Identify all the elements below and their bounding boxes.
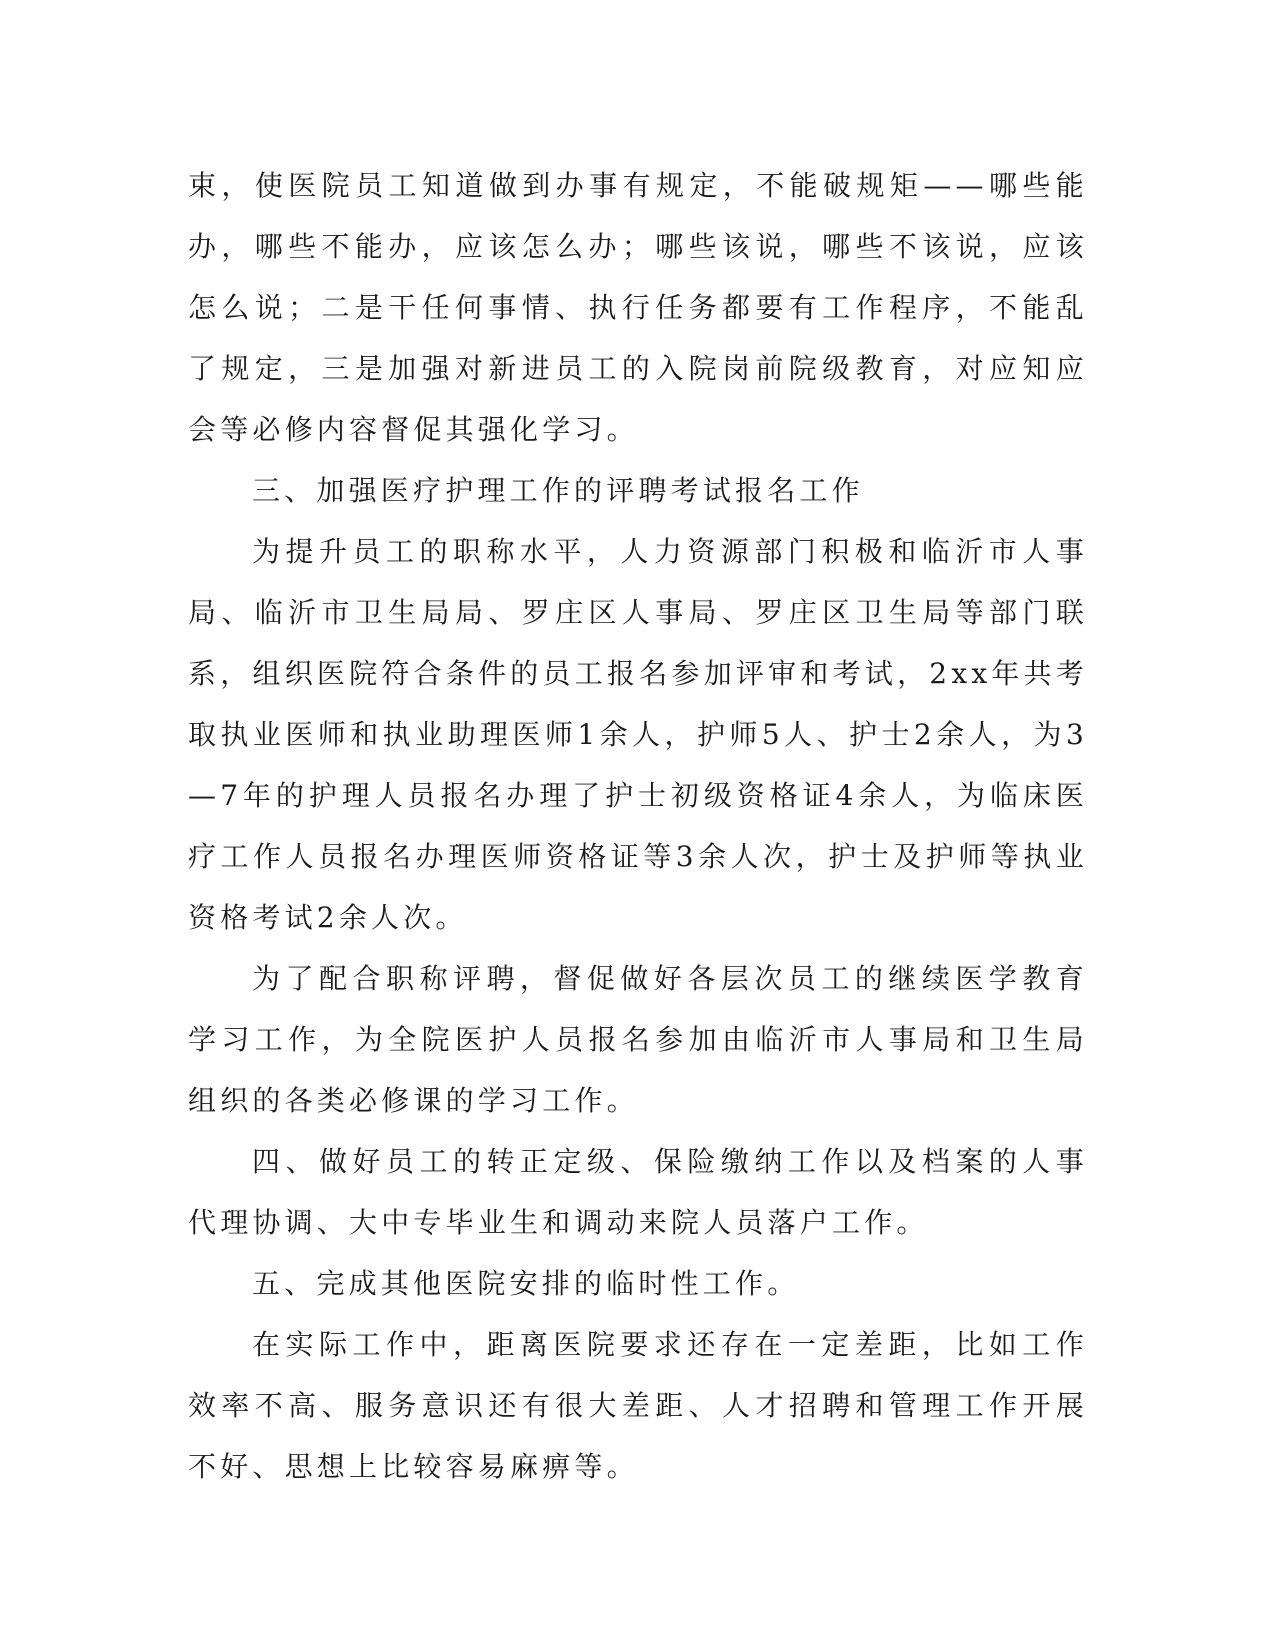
paragraph-shortcomings: 在实际工作中，距离医院要求还存在一定差距，比如工作效率不高、服务意识还有很大差距、人才招聘和管理工作开展不好、思想上比较容易麻痹等。 bbox=[188, 1328, 1088, 1483]
section-heading-five: 五、完成其他医院安排的临时性工作。 bbox=[252, 1267, 800, 1300]
paragraph-continuing-education: 为了配合职称评聘，督促做好各层次员工的继续医学教育学习工作，为全院医护人员报名参加由临沂市人事局和卫生局组织的各类必修课的学习工作。 bbox=[188, 962, 1088, 1117]
paragraph-continued-rules: 束，使医院员工知道做到办事有规定，不能破规矩——哪些能办，哪些不能办，应该怎么办；哪些该说，哪些不该说，应该怎么说；二是干任何事情、执行任务都要有工作程序，不能乱了规定，三是加强对新进员工的入院岗前院级教育，对应知应会等必修内容督促其强化学习。 bbox=[188, 169, 1088, 446]
section-heading-three: 三、加强医疗护理工作的评聘考试报名工作 bbox=[252, 474, 864, 507]
document-body bbox=[188, 155, 1088, 1497]
paragraph-title-promotion: 为提升员工的职称水平，人力资源部门积极和临沂市人事局、临沂市卫生局局、罗庄区人事局、罗庄区卫生局等部门联系，组织医院符合条件的员工报名参加评审和考试，2xx年共考取执业医师和执业助理医师1余人，护师5人、护士2余人，为3—7年的护理人员报名办理了护士初级资格证4余人，为临床医疗工作人员报名办理医师资格证等3余人次，护士及护师等执业资格考试2余人次。 bbox=[188, 535, 1088, 934]
section-heading-four: 四、做好员工的转正定级、保险缴纳工作以及档案的人事代理协调、大中专毕业生和调动来院人员落户工作。 bbox=[188, 1145, 1088, 1239]
